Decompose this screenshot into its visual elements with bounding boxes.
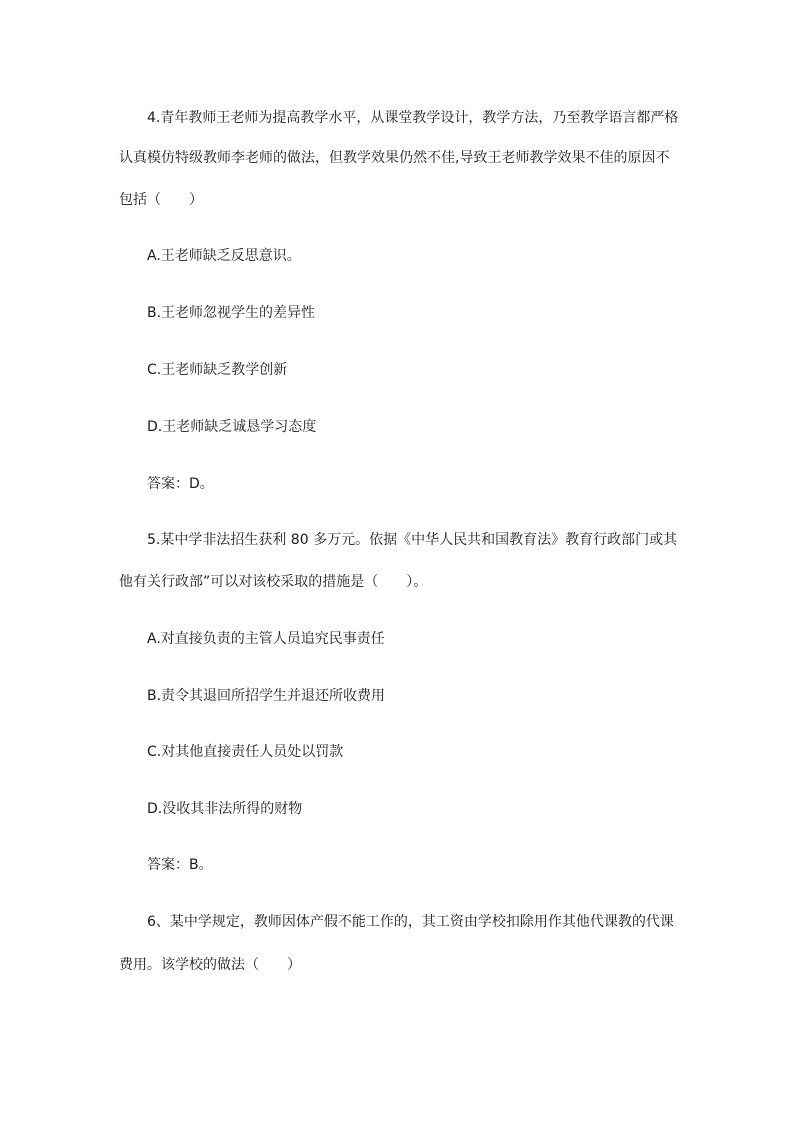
question-5-option-c: C.对其他直接责任人员处以罚款: [147, 744, 344, 760]
question-6-stem-line-1: 6、某中学规定，教师因体产假不能工作的，其工资由学校扣除用作其他代课教的代课: [147, 914, 674, 930]
question-5-stem-line-1: 5.某中学非法招生获利 80 多万元。依据《中华人民共和国教育法》教育行政部门或其: [147, 532, 678, 548]
question-6-stem-line-2: 费用。该学校的做法（ ）: [119, 957, 301, 973]
question-5-option-d: D.没收其非法所得的财物: [147, 801, 303, 817]
question-5-option-b: B.责令其退回所招学生并退还所收费用: [147, 688, 386, 704]
question-5-option-a: A.对直接负责的主管人员追究民事责任: [147, 631, 385, 647]
question-4-option-d: D.王老师缺乏诚恳学习态度: [147, 419, 317, 435]
question-4-option-a: A.王老师缺乏反思意识。: [147, 248, 301, 264]
question-5-answer: 答案：B。: [147, 857, 213, 873]
question-4-answer: 答案：D。: [147, 476, 214, 492]
question-4-stem-line-1: 4.青年教师王老师为提高教学水平，从课堂教学设计，教学方法，乃至教学语言都严格: [147, 110, 679, 126]
question-4-option-b: B.王老师忽视学生的差异性: [147, 305, 316, 321]
question-4-option-c: C.王老师缺乏教学创新: [147, 362, 288, 378]
question-4-stem-line-2: 认真模仿特级教师李老师的做法，但教学效果仍然不佳,导致王老师教学效果不佳的原因不: [119, 150, 670, 166]
question-5-stem-line-2: 他有关行政部”可以对该校采取的措施是（ ）。: [119, 574, 428, 590]
question-4-stem-line-3: 包括（ ）: [119, 192, 203, 208]
